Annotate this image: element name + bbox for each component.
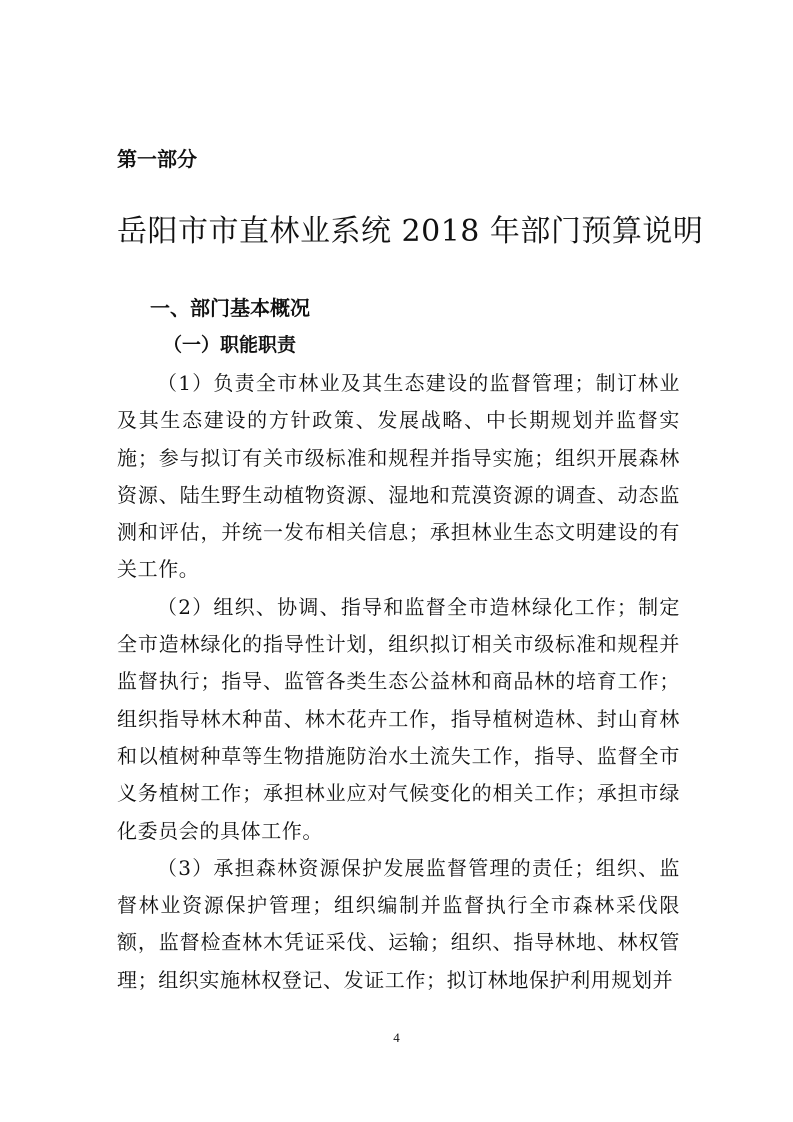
section-heading-basic-overview: 一、部门基本概况 bbox=[150, 296, 310, 320]
paragraph-3: （3）承担森林资源保护发展监督管理的责任；组织、监督林业资源保护管理；组织编制并监督执行全市森林采伐限额，监督检查林木凭证采伐、运输；组织、指导林地、林权管理；组织实施林权登记、发证工作；拟订林地保护利用规划并 bbox=[117, 855, 680, 992]
subsection-heading-functions: （一）职能职责 bbox=[163, 334, 297, 356]
paragraph-2: （2）组织、协调、指导和监督全市造林绿化工作；制定全市造林绿化的指导性计划，组织拟订相关市级标准和规程并监督执行；指导、监管各类生态公益林和商品林的培育工作；组织指导林木种苗、林木花卉工作，指导植树造林、封山育林和以植树种草等生物措施防治水土流失工作，指导、监督全市义务植树工作；承担林业应对气候变化的相关工作；承担市绿化委员会的具体工作。 bbox=[117, 594, 680, 843]
document-title: 岳阳市市直林业系统 2018 年部门预算说明 bbox=[117, 214, 704, 249]
paragraph-1: （1）负责全市林业及其生态建设的监督管理；制订林业及其生态建设的方针政策、发展战略、中长期规划并监督实施；参与拟订有关市级标准和规程并指导实施；组织开展森林资源、陆生野生动植物资源、湿地和荒漠资源的调查、动态监测和评估，并统一发布相关信息；承担林业生态文明建设的有关工作。 bbox=[117, 371, 680, 582]
part-label: 第一部分 bbox=[117, 147, 197, 171]
page-number: 4 bbox=[393, 1030, 400, 1045]
body-text bbox=[117, 365, 680, 999]
